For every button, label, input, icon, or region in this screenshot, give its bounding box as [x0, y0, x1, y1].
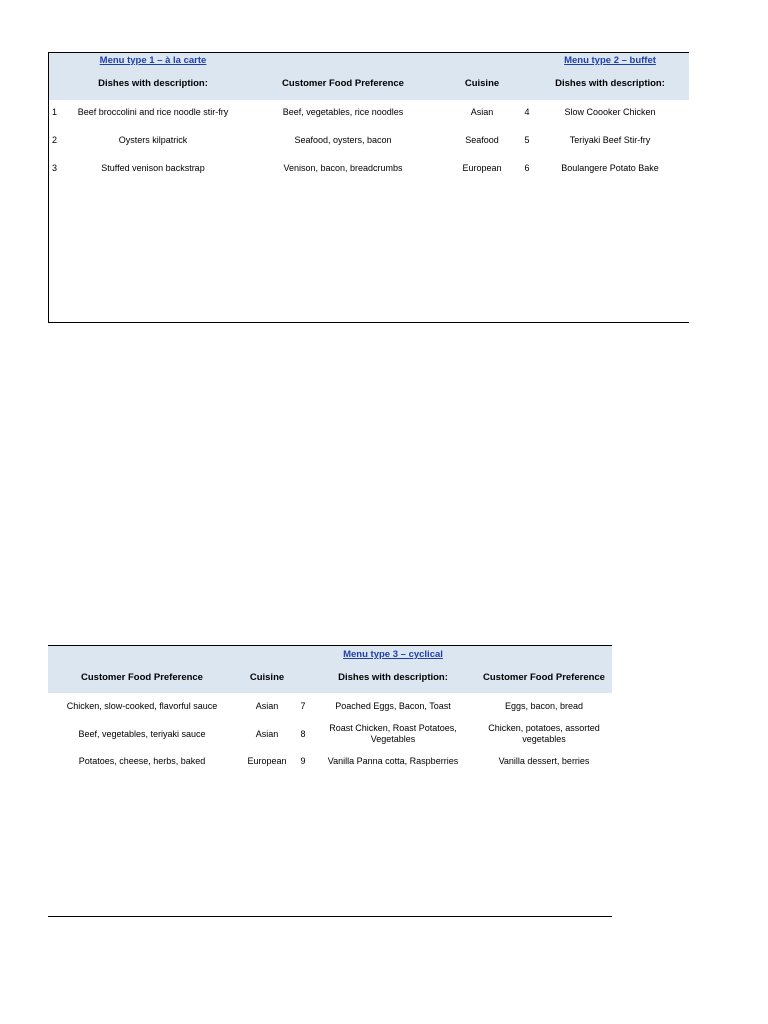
header-preference: Customer Food Preference: [282, 78, 404, 89]
cuisine: Seafood: [465, 135, 499, 145]
row-number: 3: [52, 163, 58, 173]
header-dishes-2: Dishes with description:: [555, 78, 665, 89]
cuisine: Asian: [255, 729, 279, 739]
food-preference: Beef, vegetables, teriyaki sauce: [78, 729, 206, 739]
row-number: 4: [524, 107, 530, 117]
row-number: 7: [300, 701, 306, 711]
menu1-title[interactable]: Menu type 1 – à la carte: [99, 55, 207, 66]
food-preference: Venison, bacon, breadcrumbs: [283, 163, 403, 173]
header-cuisine: Cuisine: [464, 78, 500, 89]
menu-table-1: [48, 52, 689, 323]
header-dishes: Dishes with description:: [98, 78, 208, 89]
cuisine: Asian: [255, 701, 279, 711]
dish-name: Boulangere Potato Bake: [561, 163, 659, 173]
row-number: 8: [300, 729, 306, 739]
header-dishes: Dishes with description:: [338, 672, 448, 683]
menu3-title[interactable]: Menu type 3 – cyclical: [343, 649, 443, 660]
dish-name: Oysters kilpatrick: [118, 135, 188, 145]
cuisine: Asian: [470, 107, 494, 117]
header-cuisine: Cuisine: [249, 672, 285, 683]
header-preference-2: Customer Food Preference: [483, 672, 605, 683]
row-number: 2: [52, 135, 58, 145]
dish-name: Vanilla Panna cotta, Raspberries: [327, 756, 459, 766]
row-number: 6: [524, 163, 530, 173]
dish-name: Poached Eggs, Bacon, Toast: [335, 701, 451, 711]
food-preference: Seafood, oysters, bacon: [294, 135, 392, 145]
cuisine: European: [247, 756, 287, 766]
dish-name: Beef broccolini and rice noodle stir-fry: [77, 107, 229, 117]
food-preference: Vanilla dessert, berries: [498, 756, 590, 766]
food-preference: Chicken, slow-cooked, flavorful sauce: [66, 701, 218, 711]
menu2-title[interactable]: Menu type 2 – buffet: [564, 55, 656, 66]
dish-name: Stuffed venison backstrap: [101, 163, 205, 173]
dish-name: Teriyaki Beef Stir-fry: [569, 135, 651, 145]
row-number: 9: [300, 756, 306, 766]
header-preference: Customer Food Preference: [81, 672, 203, 683]
food-preference: Beef, vegetables, rice noodles: [282, 107, 404, 117]
dish-name: Roast Chicken, Roast Potatoes, Vegetables: [329, 723, 457, 744]
row-number: 1: [52, 107, 58, 117]
row-number: 5: [524, 135, 530, 145]
food-preference: Eggs, bacon, bread: [504, 701, 584, 711]
cuisine: European: [462, 163, 502, 173]
menu-table-2: [48, 645, 612, 917]
dish-name: Slow Coooker Chicken: [564, 107, 656, 117]
food-preference: Chicken, potatoes, assorted vegetables: [488, 723, 600, 744]
header-band: [48, 646, 612, 693]
food-preference: Potatoes, cheese, herbs, baked: [78, 756, 206, 766]
